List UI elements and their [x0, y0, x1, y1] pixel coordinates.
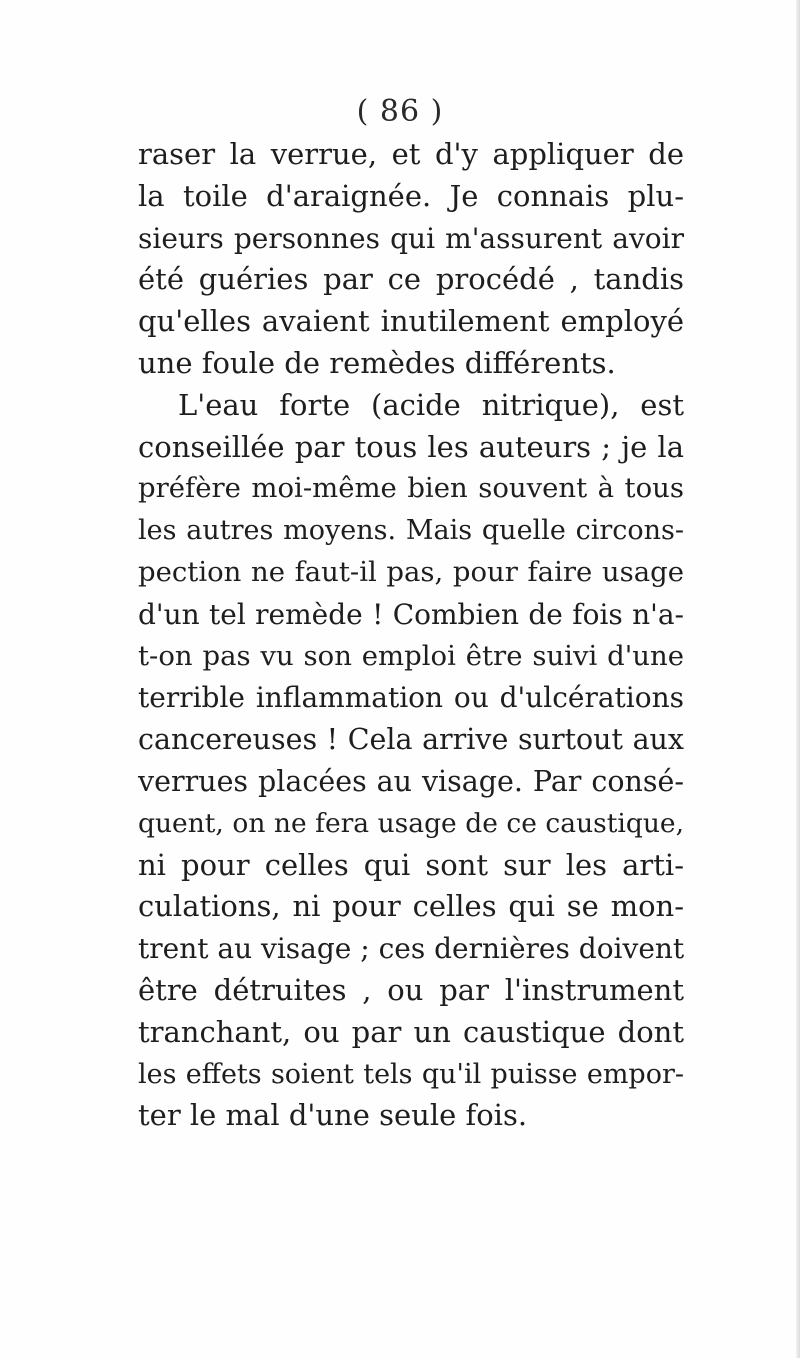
text-line: sieurs personnes qui m'assurent avoir: [138, 221, 684, 255]
text-line: verrues placées au visage. Par consé-: [138, 764, 684, 798]
text-line: qu'elles avaient inutilement employé: [138, 304, 684, 339]
text-line: la toile d'araignée. Je connais plu-: [138, 178, 684, 213]
text-line: d'un tel remède ! Combien de fois n'a-: [138, 597, 684, 631]
body-text: [138, 134, 684, 1137]
text-line: les effets soient tels qu'il puisse empor-: [138, 1058, 684, 1090]
text-line: culations, ni pour celles qui se mon-: [138, 889, 684, 924]
text-line: tranchant, ou par un caustique dont: [138, 1014, 684, 1049]
text-line: t-on pas vu son emploi être suivi d'une: [138, 639, 684, 672]
text-line: conseillée par tous les auteurs ; je la: [138, 429, 684, 464]
text-line: ni pour celles qui sont sur les arti-: [138, 847, 684, 882]
page-number: ( 86 ): [356, 94, 444, 129]
text-line: trent au visage ; ces dernières doivent: [138, 932, 685, 966]
text-line: été guéries par ce procédé , tandis: [138, 262, 684, 297]
text-line: raser la verrue, et d'y appliquer de: [138, 137, 684, 171]
text-line: ter le mal d'une seule fois.: [138, 1098, 528, 1133]
text-line: une foule de remèdes différents.: [138, 345, 616, 380]
text-line: quent, on ne fera usage de ce caustique,: [138, 807, 684, 839]
text-line: L'eau forte (acide nitrique), est: [178, 387, 684, 422]
text-line: être détruites , ou par l'instrument: [138, 972, 684, 1007]
text-line: pection ne faut-il pas, pour faire usage: [138, 555, 684, 588]
text-line: terrible inflammation ou d'ulcérations: [138, 681, 684, 715]
text-line: les autres moyens. Mais quelle circons-: [138, 515, 684, 547]
text-line: préfère moi-même bien souvent à tous: [138, 472, 684, 505]
text-line: cancereuses ! Cela arrive surtout aux: [138, 723, 684, 757]
page-edge-shadow: [796, 0, 800, 1358]
